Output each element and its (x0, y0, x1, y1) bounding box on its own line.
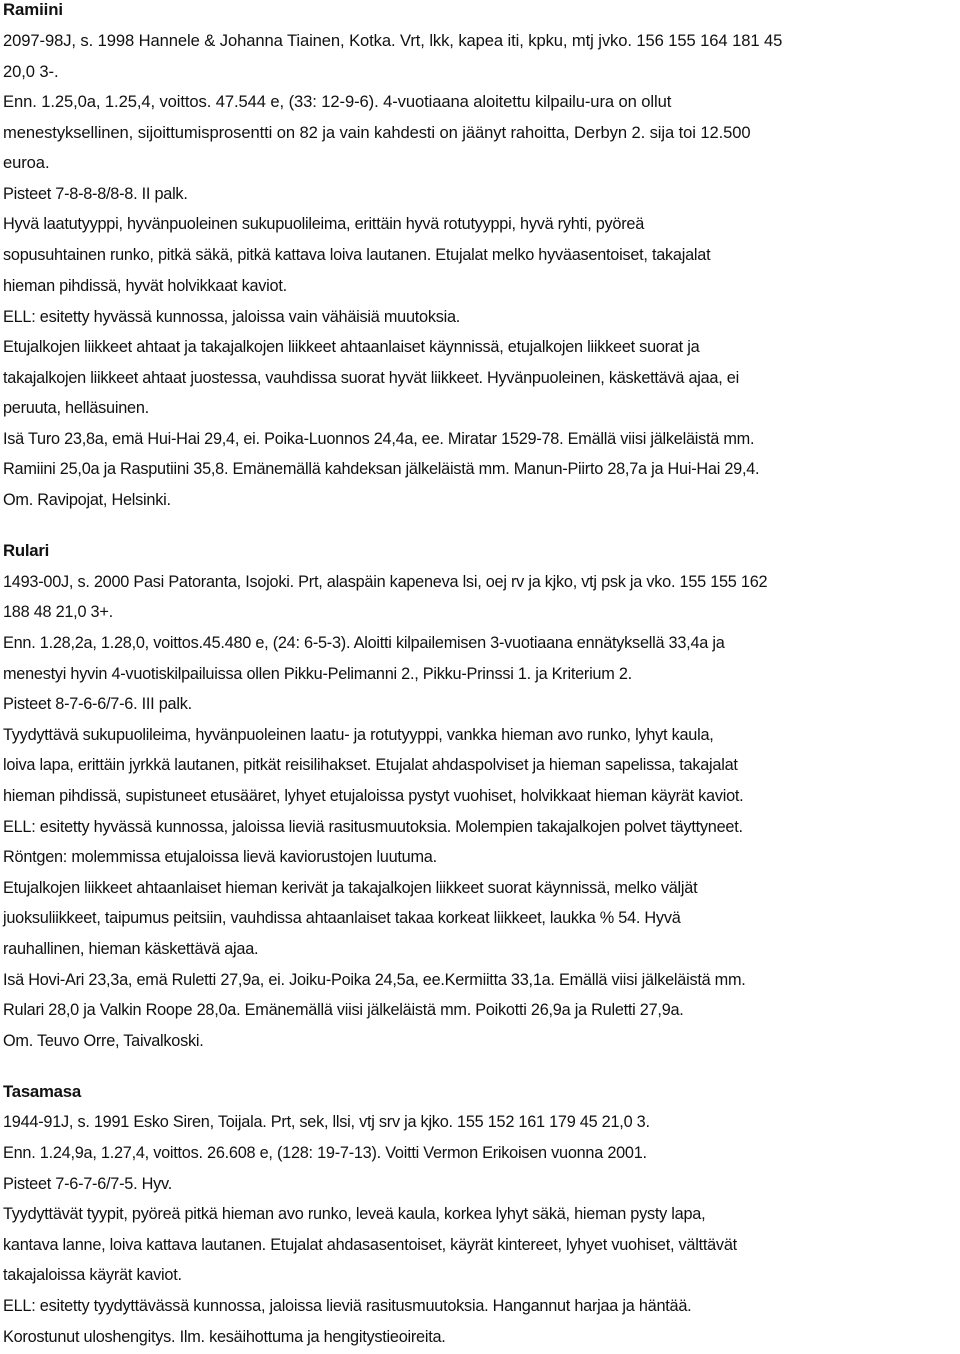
text-line: Hyvä laatutyyppi, hyvänpuoleinen sukupuolileima, erittäin hyvä rotutyyppi, hyvä ryhti, pyöreä (3, 215, 645, 233)
text-line: Om. Ravipojat, Helsinki. (3, 491, 171, 509)
text-line: Pisteet 7-8-8-8/8-8. II palk. (3, 185, 188, 203)
text-line: Isä Hovi-Ari 23,3a, emä Ruletti 27,9a, ei. Joiku-Poika 24,5a, ee.Kermiitta 33,1a. Emällä viisi jälkeläistä mm. (3, 971, 746, 989)
horse-name: Ramiini (3, 0, 63, 19)
text-line: juoksuliikkeet, taipumus peitsiin, vauhdissa ahtaanlaiset takaa korkeat liikkeet, laukka % 54. Hyvä (3, 909, 681, 927)
horse-name: Tasamasa (3, 1082, 81, 1101)
text-line: Tyydyttävä sukupuolileima, hyvänpuoleinen laatu- ja rotutyyppi, vankka hieman avo runko, lyhyt kaula, (3, 726, 714, 744)
horse-name: Rulari (3, 541, 50, 560)
text-line: ELL: esitetty tyydyttävässä kunnossa, jaloissa lieviä rasitusmuutoksia. Hangannut harjaa ja häntää. (3, 1297, 692, 1315)
text-line: 1944-91J, s. 1991 Esko Siren, Toijala. Prt, sek, llsi, vtj srv ja kjko. 155 152 161 179 45 21,0 3. (3, 1113, 650, 1131)
text-line: takajalkojen liikkeet ahtaat juostessa, vauhdissa suorat hyvät liikkeet. Hyvänpuoleinen, käskettävä ajaa, ei (3, 369, 739, 387)
text-line: ELL: esitetty hyvässä kunnossa, jaloissa vain vähäisiä muutoksia. (3, 308, 461, 326)
text-line: Pisteet 7-6-7-6/7-5. Hyv. (3, 1175, 172, 1193)
text-line: rauhallinen, hieman käskettävä ajaa. (3, 940, 259, 958)
text-line: euroa. (3, 153, 50, 172)
text-line: Om. Teuvo Orre, Taivalkoski. (3, 1032, 204, 1050)
text-line: 1493-00J, s. 2000 Pasi Patoranta, Isojoki. Prt, alaspäin kapeneva lsi, oej rv ja kjko, vtj psk ja vko. 155 155 162 (3, 573, 768, 591)
text-line: peruuta, helläsuinen. (3, 399, 149, 417)
text-line: hieman pihdissä, supistuneet etusääret, lyhyet etujaloissa pystyt vuohiset, holvikkaat hieman käyrät kaviot. (3, 787, 744, 805)
text-line: Etujalkojen liikkeet ahtaanlaiset hieman kerivät ja takajalkojen liikkeet suorat käynnissä, melko väljät (3, 879, 698, 897)
text-line: 188 48 21,0 3+. (3, 603, 113, 621)
text-line: Enn. 1.24,9a, 1.27,4, voittos. 26.608 e, (128: 19-7-13). Voitti Vermon Erikoisen vuonna 2001. (3, 1144, 647, 1162)
text-line: takajaloissa käyrät kaviot. (3, 1266, 182, 1284)
text-line: Röntgen: molemmissa etujaloissa lievä kaviorustojen luutuma. (3, 848, 437, 866)
text-line: 20,0 3-. (3, 62, 59, 81)
text-line: Rulari 28,0 ja Valkin Roope 28,0a. Emänemällä viisi jälkeläistä mm. Poikotti 26,9a ja Ruletti 27,9a. (3, 1001, 684, 1019)
text-line: 2097-98J, s. 1998 Hannele & Johanna Tiainen, Kotka. Vrt, lkk, kapea iti, kpku, mtj jvko. 156 155 164 181 45 (3, 31, 783, 50)
text-line: menestyi hyvin 4-vuotiskilpailuissa ollen Pikku-Pelimanni 2., Pikku-Prinssi 1. ja Kriterium 2. (3, 665, 632, 683)
text-line: Pisteet 8-7-6-6/7-6. III palk. (3, 695, 192, 713)
text-line: Enn. 1.25,0a, 1.25,4, voittos. 47.544 e, (33: 12-9-6). 4-vuotiaana aloitettu kilpailu-ura on ollut (3, 92, 672, 111)
text-line: Tyydyttävät tyypit, pyöreä pitkä hieman avo runko, leveä kaula, korkea lyhyt säkä, hieman pysty lapa, (3, 1205, 706, 1223)
text-line: sopusuhtainen runko, pitkä säkä, pitkä kattava loiva lautanen. Etujalat melko hyväasentoiset, takajalat (3, 246, 711, 264)
text-line: loiva lapa, erittäin jyrkkä lautanen, pitkät reisilihakset. Etujalat ahdaspolviset ja hieman sapelissa, takajalat (3, 756, 738, 774)
text-line: Enn. 1.28,2a, 1.28,0, voittos.45.480 e, (24: 6-5-3). Aloitti kilpailemisen 3-vuotiaana ennätyksellä 33,4a ja (3, 634, 725, 652)
text-line: Isä Turo 23,8a, emä Hui-Hai 29,4, ei. Poika-Luonnos 24,4a, ee. Miratar 1529-78. Emällä viisi jälkeläistä mm. (3, 430, 755, 448)
text-line: Etujalkojen liikkeet ahtaat ja takajalkojen liikkeet ahtaanlaiset käynnissä, etujalkojen liikkeet suorat ja (3, 338, 700, 356)
text-line: kantava lanne, loiva kattava lautanen. Etujalat ahdasasentoiset, käyrät kintereet, lyhyet vuohiset, välttävät (3, 1236, 737, 1254)
text-line: ELL: esitetty hyvässä kunnossa, jaloissa lieviä rasitusmuutoksia. Molempien takajalkojen polvet täyttyneet. (3, 818, 743, 836)
text-line: menestyksellinen, sijoittumisprosentti on 82 ja vain kahdesti on jäänyt rahoitta, Derbyn 2. sija toi 12.500 (3, 123, 751, 142)
text-line: Korostunut uloshengitys. Ilm. kesäihottuma ja hengitystieoireita. (3, 1328, 446, 1346)
text-line: Ramiini 25,0a ja Rasputiini 35,8. Emänemällä kahdeksan jälkeläistä mm. Manun-Piirto 28,7a ja Hui-Hai 29,4. (3, 460, 760, 478)
text-line: hieman pihdissä, hyvät holvikkaat kaviot. (3, 277, 287, 295)
